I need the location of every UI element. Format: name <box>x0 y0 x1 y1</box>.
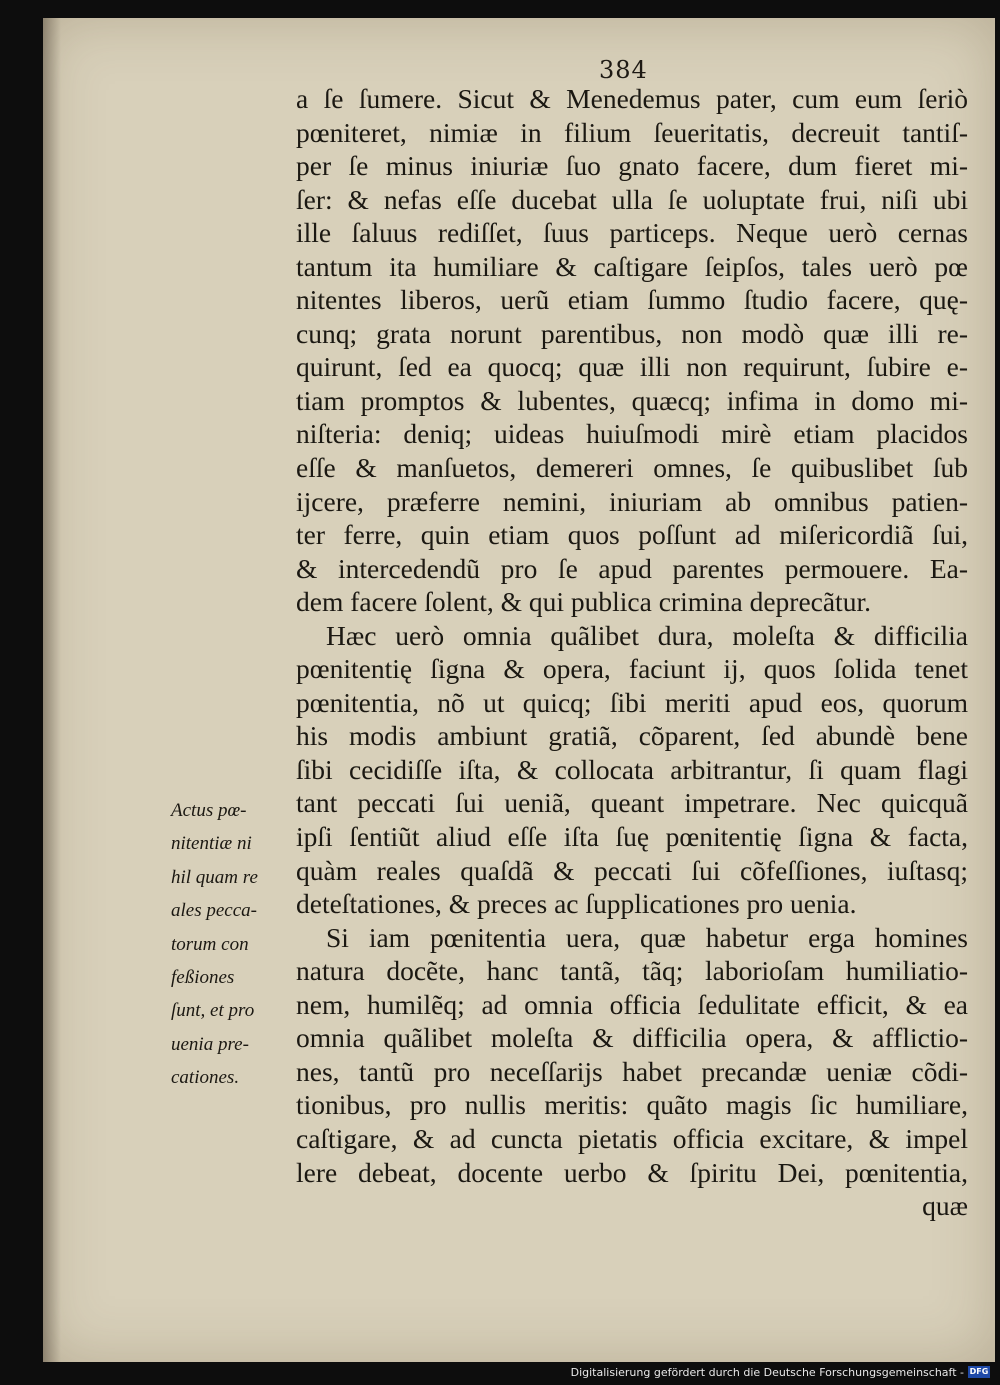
text-line: caſtigare, & ad cuncta pietatis officia excitare, & impel <box>296 1122 968 1154</box>
text-line: cunq; grata norunt parentibus, non modò quæ illi re- <box>296 317 968 349</box>
digitization-footer <box>571 1363 990 1381</box>
text-line: lere debeat, docente uerbo & ſpiritu Dei, pœnitentia, <box>296 1156 968 1188</box>
text-line: quàm reales quaſdã & peccati ſui cõfeſſiones, iuſtasq; <box>296 854 968 886</box>
text-line: nes, tantũ pro neceſſarijs habet precandæ ueniæ cõdi- <box>296 1055 968 1087</box>
text-line: ſer: & nefas eſſe ducebat ulla ſe uoluptate frui, niſi ubi <box>296 183 968 215</box>
text-line: Hæc uerò omnia quãlibet dura, moleſta & difficilia <box>326 619 968 651</box>
marginal-line: Actus pœ- <box>171 800 247 821</box>
text-line: ter ferre, quin etiam quos poſſunt ad miſericordiã ſui, <box>296 519 968 551</box>
marginal-line: torum con <box>171 933 249 955</box>
page-gutter-shadow <box>43 18 61 1362</box>
marginal-line: feßiones <box>171 966 235 988</box>
marginal-line: uenia pre- <box>171 1033 249 1055</box>
text-line: quirunt, ſed ea quocq; quæ illi non requirunt, ſubire e- <box>296 351 968 383</box>
text-line: ipſi ſentiũt aliud eſſe iſta ſuę pœnitentię ſigna & facta, <box>296 821 968 853</box>
text-line: omnia quãlibet moleſta & difficilia opera, & afflictio- <box>296 1022 968 1054</box>
marginal-line: ales pecca- <box>171 900 257 922</box>
text-line: natura docẽte, hanc tantã, tãq; laborioſam humiliatio- <box>296 955 968 987</box>
marginal-line: nitentiæ ni <box>171 833 252 855</box>
text-line: dem facere ſolent, & qui publica crimina deprecãtur. <box>296 586 871 618</box>
text-line: per ſe minus iniuriæ ſuo gnato facere, dum fieret mi- <box>296 150 968 182</box>
text-line: tionibus, pro nullis meritis: quãto magis ſic humiliare, <box>296 1089 968 1121</box>
text-line: niſteria: deniq; uideas huiuſmodi mirè etiam placidos <box>296 418 968 450</box>
text-line: pœnitentia, nõ ut quicq; ſibi meriti apud eos, quorum <box>296 686 968 718</box>
text-line: eſſe & manſuetos, demereri omnes, ſe quibuslibet ſub <box>296 452 968 484</box>
text-line: a ſe ſumere. Sicut & Menedemus pater, cum eum ſeriò <box>296 83 968 114</box>
text-line: nem, humilẽq; ad omnia officia ſedulitate efficit, & ea <box>296 988 968 1020</box>
text-line: ſibi cecidiſſe iſta, & collocata arbitrantur, ſi quam flagi <box>296 753 968 785</box>
text-line: tiam promptos & lubentes, quæcq; infima in domo mi- <box>296 384 968 416</box>
text-line: Si iam pœnitentia uera, quæ habetur erga homines <box>326 921 968 953</box>
marginal-line: ſunt, et pro <box>171 1000 255 1022</box>
marginal-line: hil quam re <box>171 866 258 888</box>
text-line: deteſtationes, & preces ac ſupplicationes pro uenia. <box>296 888 857 920</box>
dfg-logo-icon: DFG <box>969 1367 989 1376</box>
text-line: ijcere, præferre nemini, iniuriam ab omnibus patien- <box>296 485 968 517</box>
marginal-line: cationes. <box>171 1067 240 1089</box>
text-line: his modis ambiunt gratiã, cõparent, ſed abundè bene <box>296 720 968 752</box>
catchword: quæ <box>922 1190 968 1222</box>
marginal-note <box>171 794 293 1095</box>
text-line: tant peccati ſui ueniã, queant impetrare. Nec quicquã <box>296 787 968 819</box>
page-number: 384 <box>599 56 648 84</box>
book-page <box>43 18 995 1362</box>
text-line: ille ſaluus rediſſet, ſuus particeps. Neque uerò cernas <box>296 217 968 249</box>
text-line: tantum ita humiliare & caſtigare ſeipſos, tales uerò pœ <box>296 250 968 282</box>
body-text <box>296 82 968 1223</box>
footer-credit: Digitalisierung gefördert durch die Deutsche Forschungsgemeinschaft - <box>570 1365 964 1379</box>
text-line: nitentes liberos, uerũ etiam ſummo ſtudio facere, quę- <box>296 284 968 316</box>
text-line: pœniteret, nimiæ in filium ſeueritatis, decreuit tantiſ- <box>296 116 968 148</box>
text-line: pœnitentię ſigna & opera, faciunt ij, quos ſolida tenet <box>296 653 968 685</box>
text-line: & intercedendũ pro ſe apud parentes permouere. Ea- <box>296 552 968 584</box>
